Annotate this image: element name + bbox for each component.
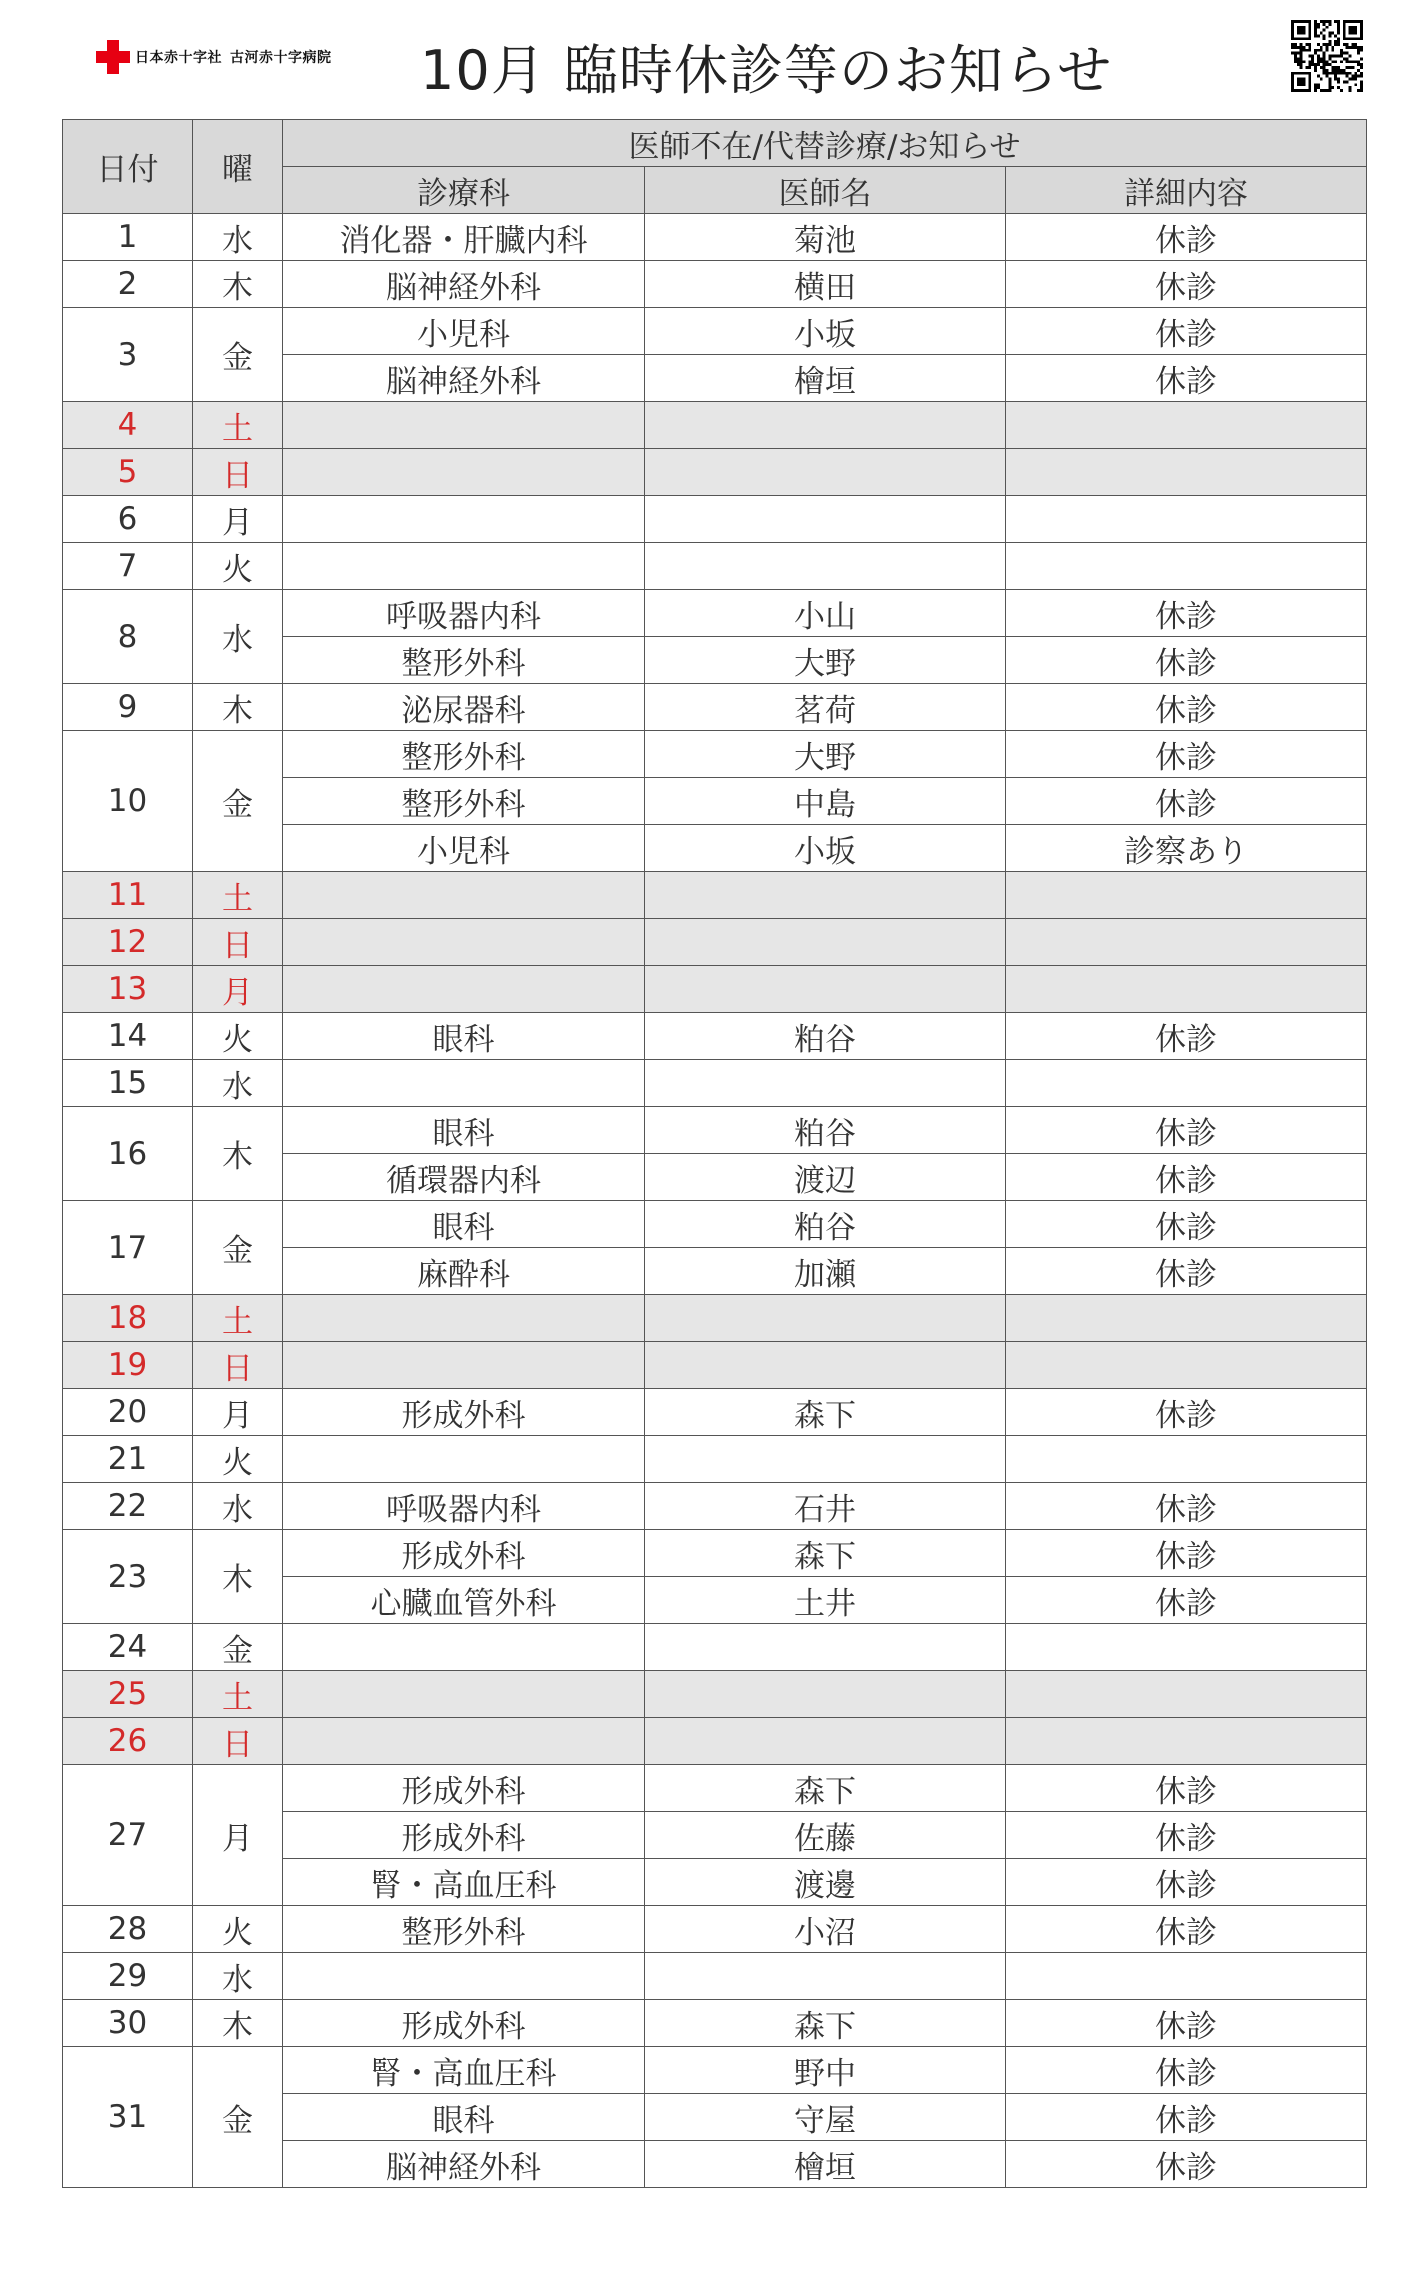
doctor-cell: 森下 xyxy=(645,1530,1006,1577)
date-cell: 29 xyxy=(63,1953,193,2000)
detail-cell: 休診 xyxy=(1006,1577,1367,1624)
table-row xyxy=(63,1201,1367,1248)
date-cell: 21 xyxy=(63,1436,193,1483)
detail-cell xyxy=(1006,1436,1367,1483)
detail-cell: 休診 xyxy=(1006,1013,1367,1060)
date-cell: 6 xyxy=(63,496,193,543)
doctor-cell xyxy=(645,1953,1006,2000)
weekday-cell: 火 xyxy=(193,543,283,590)
table-row xyxy=(63,214,1367,261)
doctor-cell: 檜垣 xyxy=(645,355,1006,402)
doctor-cell: 小坂 xyxy=(645,308,1006,355)
doctor-cell xyxy=(645,872,1006,919)
weekday-cell: 金 xyxy=(193,308,283,402)
weekday-cell: 日 xyxy=(193,1342,283,1389)
table-row xyxy=(63,1530,1367,1577)
detail-cell: 休診 xyxy=(1006,1906,1367,1953)
department-cell xyxy=(283,1342,645,1389)
weekday-cell: 日 xyxy=(193,1718,283,1765)
table-row xyxy=(63,1671,1367,1718)
date-cell: 30 xyxy=(63,2000,193,2047)
detail-cell: 休診 xyxy=(1006,1201,1367,1248)
table-row xyxy=(63,449,1367,496)
weekday-cell: 土 xyxy=(193,1671,283,1718)
table-row xyxy=(63,1013,1367,1060)
logo-hospital-name: 古河赤十字病院 xyxy=(230,50,332,66)
detail-cell: 休診 xyxy=(1006,2141,1367,2188)
doctor-cell: 野中 xyxy=(645,2047,1006,2094)
doctor-cell: 小坂 xyxy=(645,825,1006,872)
doctor-cell: 加瀬 xyxy=(645,1248,1006,1295)
doctor-cell: 森下 xyxy=(645,1389,1006,1436)
weekday-cell: 木 xyxy=(193,261,283,308)
department-cell: 小児科 xyxy=(283,825,645,872)
table-row xyxy=(63,1718,1367,1765)
table-row xyxy=(63,1906,1367,1953)
table-row xyxy=(63,2047,1367,2094)
column-header-doctor: 医師名 xyxy=(645,167,1006,214)
weekday-cell: 水 xyxy=(193,1483,283,1530)
detail-cell xyxy=(1006,1671,1367,1718)
date-cell: 25 xyxy=(63,1671,193,1718)
department-cell: 腎・高血圧科 xyxy=(283,2047,645,2094)
department-cell: 眼科 xyxy=(283,2094,645,2141)
table-row xyxy=(63,731,1367,778)
doctor-cell: 大野 xyxy=(645,637,1006,684)
qr-code-icon xyxy=(1291,20,1363,92)
department-cell: 麻酔科 xyxy=(283,1248,645,1295)
department-cell xyxy=(283,1671,645,1718)
doctor-cell xyxy=(645,1436,1006,1483)
table-row xyxy=(63,684,1367,731)
doctor-cell: 森下 xyxy=(645,1765,1006,1812)
detail-cell: 休診 xyxy=(1006,1389,1367,1436)
doctor-cell: 中島 xyxy=(645,778,1006,825)
doctor-cell xyxy=(645,966,1006,1013)
date-cell: 1 xyxy=(63,214,193,261)
department-cell: 眼科 xyxy=(283,1013,645,1060)
department-cell: 泌尿器科 xyxy=(283,684,645,731)
weekday-cell: 土 xyxy=(193,872,283,919)
weekday-cell: 日 xyxy=(193,449,283,496)
department-cell xyxy=(283,1953,645,2000)
detail-cell xyxy=(1006,402,1367,449)
date-cell: 24 xyxy=(63,1624,193,1671)
doctor-cell: 檜垣 xyxy=(645,2141,1006,2188)
detail-cell xyxy=(1006,1718,1367,1765)
detail-cell: 休診 xyxy=(1006,2047,1367,2094)
doctor-cell xyxy=(645,1624,1006,1671)
doctor-cell xyxy=(645,1295,1006,1342)
department-cell: 形成外科 xyxy=(283,2000,645,2047)
department-cell: 眼科 xyxy=(283,1107,645,1154)
date-cell: 10 xyxy=(63,731,193,872)
detail-cell: 休診 xyxy=(1006,590,1367,637)
doctor-cell xyxy=(645,1060,1006,1107)
weekday-cell: 水 xyxy=(193,1060,283,1107)
weekday-cell: 土 xyxy=(193,1295,283,1342)
table-row xyxy=(63,1953,1367,2000)
department-cell: 小児科 xyxy=(283,308,645,355)
department-cell: 整形外科 xyxy=(283,1906,645,1953)
detail-cell: 休診 xyxy=(1006,1154,1367,1201)
weekday-cell: 木 xyxy=(193,1107,283,1201)
column-header-department: 診療科 xyxy=(283,167,645,214)
column-header-weekday: 曜 xyxy=(193,120,283,214)
doctor-cell: 大野 xyxy=(645,731,1006,778)
department-cell: 脳神経外科 xyxy=(283,355,645,402)
detail-cell xyxy=(1006,496,1367,543)
detail-cell: 休診 xyxy=(1006,684,1367,731)
table-row xyxy=(63,1295,1367,1342)
department-cell xyxy=(283,496,645,543)
doctor-cell xyxy=(645,496,1006,543)
doctor-cell: 粕谷 xyxy=(645,1201,1006,1248)
detail-cell xyxy=(1006,543,1367,590)
table-row xyxy=(63,1483,1367,1530)
department-cell xyxy=(283,1436,645,1483)
detail-cell: 診察あり xyxy=(1006,825,1367,872)
doctor-cell: 石井 xyxy=(645,1483,1006,1530)
department-cell: 腎・高血圧科 xyxy=(283,1859,645,1906)
detail-cell: 休診 xyxy=(1006,1107,1367,1154)
table-row xyxy=(63,1389,1367,1436)
column-header-date: 日付 xyxy=(63,120,193,214)
doctor-cell: 渡辺 xyxy=(645,1154,1006,1201)
detail-cell xyxy=(1006,449,1367,496)
weekday-cell: 月 xyxy=(193,1389,283,1436)
hospital-logo xyxy=(96,40,340,74)
date-cell: 13 xyxy=(63,966,193,1013)
doctor-cell xyxy=(645,449,1006,496)
detail-cell: 休診 xyxy=(1006,308,1367,355)
date-cell: 4 xyxy=(63,402,193,449)
department-cell: 脳神経外科 xyxy=(283,2141,645,2188)
detail-cell xyxy=(1006,872,1367,919)
doctor-cell xyxy=(645,919,1006,966)
date-cell: 22 xyxy=(63,1483,193,1530)
date-cell: 17 xyxy=(63,1201,193,1295)
weekday-cell: 木 xyxy=(193,684,283,731)
weekday-cell: 金 xyxy=(193,2047,283,2188)
department-cell: 形成外科 xyxy=(283,1765,645,1812)
department-cell xyxy=(283,1060,645,1107)
date-cell: 2 xyxy=(63,261,193,308)
department-cell xyxy=(283,543,645,590)
department-cell: 形成外科 xyxy=(283,1389,645,1436)
department-cell: 呼吸器内科 xyxy=(283,590,645,637)
doctor-cell: 茗荷 xyxy=(645,684,1006,731)
doctor-cell xyxy=(645,1671,1006,1718)
detail-cell xyxy=(1006,919,1367,966)
table-row xyxy=(63,872,1367,919)
department-cell: 呼吸器内科 xyxy=(283,1483,645,1530)
weekday-cell: 火 xyxy=(193,1906,283,1953)
detail-cell: 休診 xyxy=(1006,355,1367,402)
department-cell: 循環器内科 xyxy=(283,1154,645,1201)
logo-org-name: 日本赤十字社 xyxy=(135,50,222,66)
detail-cell: 休診 xyxy=(1006,1530,1367,1577)
doctor-cell xyxy=(645,402,1006,449)
column-group-header: 医師不在/代替診療/お知らせ xyxy=(283,120,1367,167)
weekday-cell: 月 xyxy=(193,496,283,543)
table-row xyxy=(63,590,1367,637)
department-cell: 脳神経外科 xyxy=(283,261,645,308)
detail-cell: 休診 xyxy=(1006,1812,1367,1859)
detail-cell xyxy=(1006,1624,1367,1671)
detail-cell xyxy=(1006,1953,1367,2000)
date-cell: 14 xyxy=(63,1013,193,1060)
detail-cell xyxy=(1006,966,1367,1013)
detail-cell: 休診 xyxy=(1006,1248,1367,1295)
weekday-cell: 水 xyxy=(193,590,283,684)
logo-text xyxy=(135,47,340,67)
doctor-cell xyxy=(645,1718,1006,1765)
table-row xyxy=(63,1060,1367,1107)
detail-cell: 休診 xyxy=(1006,637,1367,684)
department-cell xyxy=(283,449,645,496)
detail-cell: 休診 xyxy=(1006,261,1367,308)
detail-cell: 休診 xyxy=(1006,2094,1367,2141)
doctor-cell: 小山 xyxy=(645,590,1006,637)
doctor-cell: 森下 xyxy=(645,2000,1006,2047)
table-row xyxy=(63,1342,1367,1389)
red-cross-logo-icon xyxy=(96,40,130,74)
table-row xyxy=(63,1765,1367,1812)
date-cell: 3 xyxy=(63,308,193,402)
department-cell: 整形外科 xyxy=(283,778,645,825)
closure-schedule-table xyxy=(62,119,1367,2188)
table-row xyxy=(63,261,1367,308)
date-cell: 15 xyxy=(63,1060,193,1107)
weekday-cell: 月 xyxy=(193,1765,283,1906)
department-cell xyxy=(283,1718,645,1765)
detail-cell: 休診 xyxy=(1006,1483,1367,1530)
detail-cell: 休診 xyxy=(1006,2000,1367,2047)
department-cell: 形成外科 xyxy=(283,1812,645,1859)
date-cell: 28 xyxy=(63,1906,193,1953)
table-row xyxy=(63,308,1367,355)
department-cell xyxy=(283,919,645,966)
doctor-cell: 小沼 xyxy=(645,1906,1006,1953)
detail-cell: 休診 xyxy=(1006,1859,1367,1906)
weekday-cell: 火 xyxy=(193,1013,283,1060)
doctor-cell: 守屋 xyxy=(645,2094,1006,2141)
weekday-cell: 金 xyxy=(193,1624,283,1671)
table-row xyxy=(63,1436,1367,1483)
doctor-cell: 粕谷 xyxy=(645,1107,1006,1154)
weekday-cell: 水 xyxy=(193,1953,283,2000)
doctor-cell: 横田 xyxy=(645,261,1006,308)
date-cell: 23 xyxy=(63,1530,193,1624)
doctor-cell xyxy=(645,543,1006,590)
date-cell: 26 xyxy=(63,1718,193,1765)
doctor-cell: 菊池 xyxy=(645,214,1006,261)
doctor-cell: 佐藤 xyxy=(645,1812,1006,1859)
department-cell xyxy=(283,966,645,1013)
date-cell: 16 xyxy=(63,1107,193,1201)
detail-cell: 休診 xyxy=(1006,731,1367,778)
date-cell: 20 xyxy=(63,1389,193,1436)
date-cell: 5 xyxy=(63,449,193,496)
weekday-cell: 土 xyxy=(193,402,283,449)
weekday-cell: 月 xyxy=(193,966,283,1013)
date-cell: 27 xyxy=(63,1765,193,1906)
department-cell: 消化器・肝臓内科 xyxy=(283,214,645,261)
detail-cell: 休診 xyxy=(1006,778,1367,825)
table-row xyxy=(63,1624,1367,1671)
department-cell: 眼科 xyxy=(283,1201,645,1248)
department-cell xyxy=(283,1295,645,1342)
column-header-detail: 詳細内容 xyxy=(1006,167,1367,214)
date-cell: 8 xyxy=(63,590,193,684)
table-row xyxy=(63,966,1367,1013)
department-cell: 形成外科 xyxy=(283,1530,645,1577)
department-cell: 心臓血管外科 xyxy=(283,1577,645,1624)
page-title: 10月 臨時休診等のお知らせ xyxy=(420,39,1113,102)
weekday-cell: 水 xyxy=(193,214,283,261)
table-row xyxy=(63,919,1367,966)
doctor-cell: 粕谷 xyxy=(645,1013,1006,1060)
department-cell xyxy=(283,402,645,449)
table-row xyxy=(63,496,1367,543)
table-row xyxy=(63,402,1367,449)
date-cell: 31 xyxy=(63,2047,193,2188)
department-cell xyxy=(283,1624,645,1671)
table-row xyxy=(63,543,1367,590)
doctor-cell xyxy=(645,1342,1006,1389)
table-row xyxy=(63,1107,1367,1154)
date-cell: 12 xyxy=(63,919,193,966)
date-cell: 11 xyxy=(63,872,193,919)
doctor-cell: 渡邊 xyxy=(645,1859,1006,1906)
date-cell: 18 xyxy=(63,1295,193,1342)
table-row xyxy=(63,2000,1367,2047)
department-cell xyxy=(283,872,645,919)
weekday-cell: 金 xyxy=(193,731,283,872)
date-cell: 7 xyxy=(63,543,193,590)
department-cell: 整形外科 xyxy=(283,731,645,778)
detail-cell xyxy=(1006,1295,1367,1342)
date-cell: 9 xyxy=(63,684,193,731)
detail-cell: 休診 xyxy=(1006,1765,1367,1812)
weekday-cell: 木 xyxy=(193,2000,283,2047)
detail-cell: 休診 xyxy=(1006,214,1367,261)
weekday-cell: 木 xyxy=(193,1530,283,1624)
weekday-cell: 火 xyxy=(193,1436,283,1483)
department-cell: 整形外科 xyxy=(283,637,645,684)
doctor-cell: 土井 xyxy=(645,1577,1006,1624)
weekday-cell: 金 xyxy=(193,1201,283,1295)
weekday-cell: 日 xyxy=(193,919,283,966)
date-cell: 19 xyxy=(63,1342,193,1389)
detail-cell xyxy=(1006,1342,1367,1389)
detail-cell xyxy=(1006,1060,1367,1107)
